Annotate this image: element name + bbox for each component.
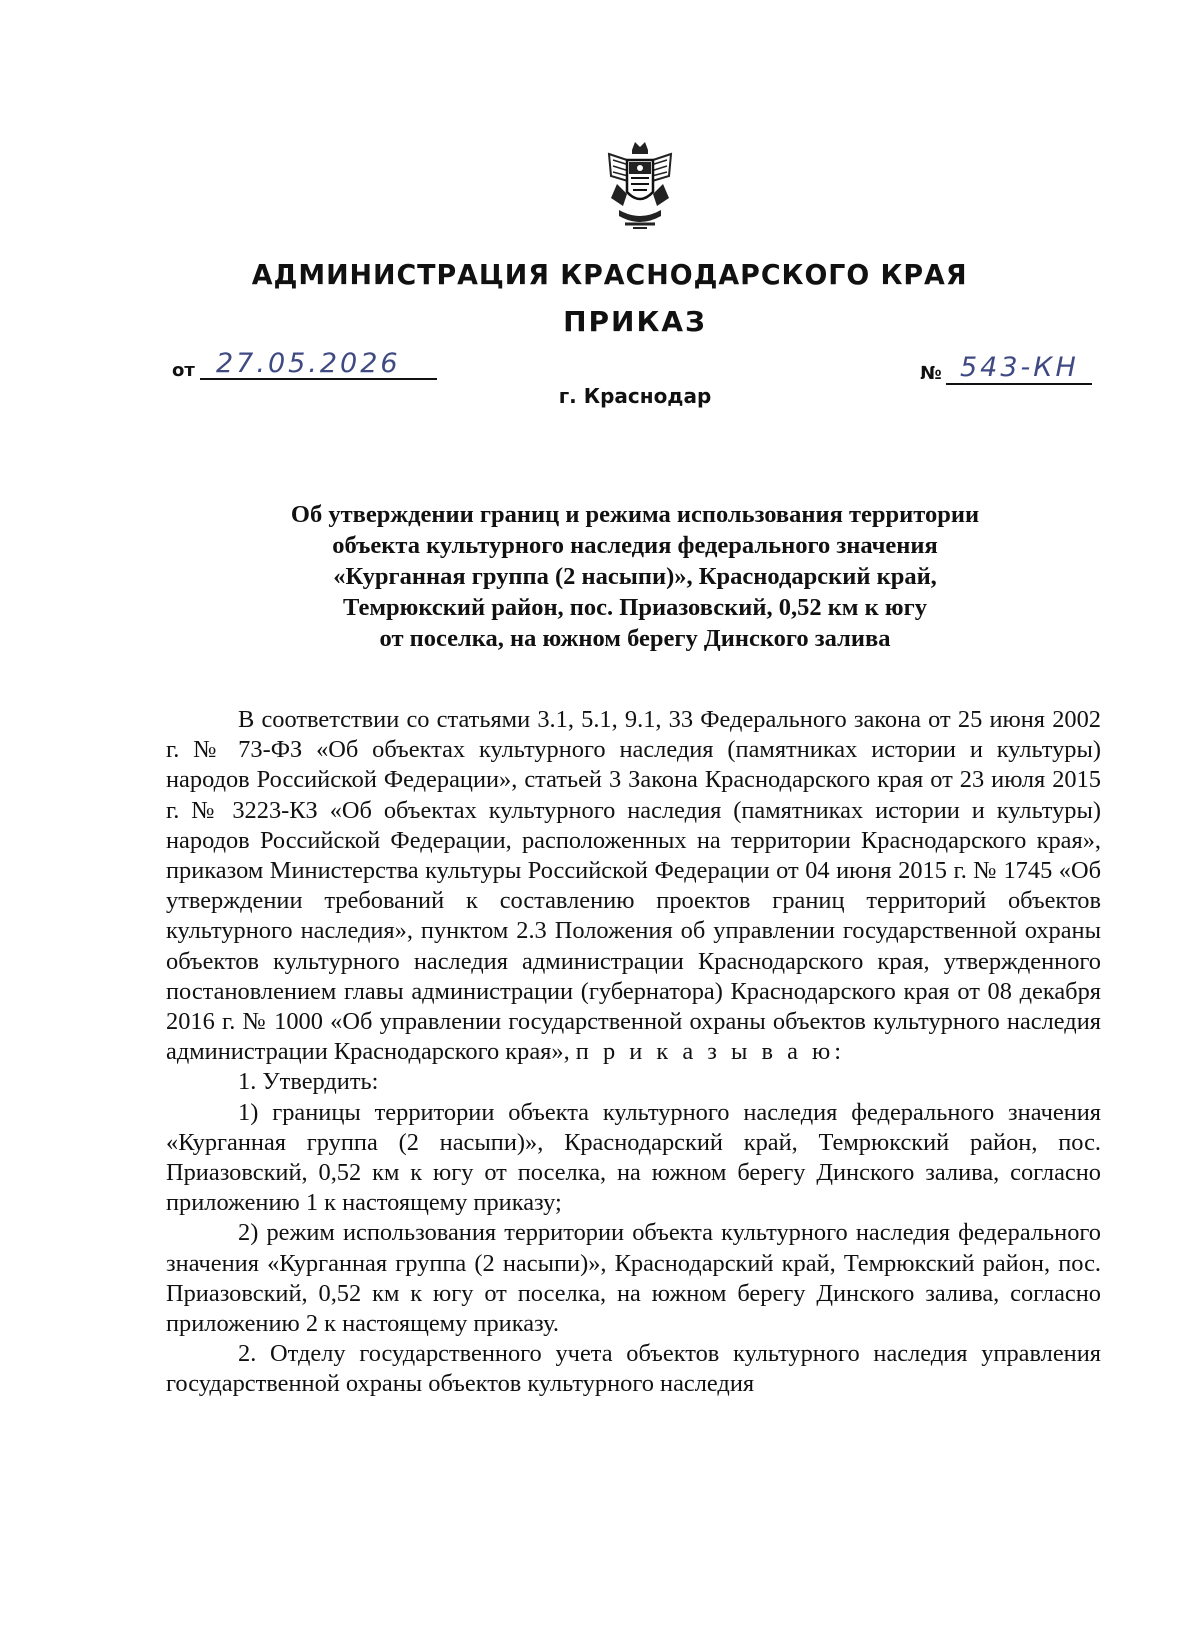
number-prefix: № (920, 363, 942, 384)
decree-word: п р и к а з ы в а ю: (575, 1038, 846, 1066)
document-type: ПРИКАЗ (563, 305, 707, 338)
subject-line: объекта культурного наследия федерального значения (332, 532, 938, 559)
item-1-2: 2) режим использования территории объекта культурного наследия федерального значения «Курганная группа (2 насыпи)», Краснодарский край, Темрюкский район, пос. Приазовский, 0,52 км к югу от поселка, на южном берегу Динского залива, согласно приложению 2 к настоящему приказу. (166, 1219, 1101, 1338)
preamble-text: В соответствии со статьями 3.1, 5.1, 9.1, 33 Федерального закона от 25 июня 2002 г. № 73-ФЗ «Об объектах культурного наследия (памятниках истории и культуры) народов Российской Федерации», статьей 3 Закона Краснодарского края от 23 июля 2015 г. № 3223-КЗ «Об объектах культурного наследия (памятниках истории и культуры) народов Российской Федерации, расположенных на территории Краснодарского края», приказом Министерства культуры Российской Федерации от 04 июня 2015 г. № 1745 «Об утверждении требований к составлению проектов границ территорий объектов культурного наследия», пунктом 2.3 Положения об управлении государственной охраны объектов культурного наследия администрации Краснодарского края, утвержденного постановлением главы администрации (губернатора) Краснодарского края от 08 декабря 2016 г. № 1000 «Об управлении государственной охраны объектов культурного наследия администрации Краснодарского края», (166, 706, 1101, 1066)
coat-of-arms-icon (603, 140, 677, 232)
document-subject (240, 499, 1030, 654)
organization-title: АДМИНИСТРАЦИЯ КРАСНОДАРСКОГО КРАЯ (251, 258, 968, 291)
date-handwritten: 27.05.2026 (216, 348, 401, 379)
preamble-paragraph (166, 705, 1101, 1067)
subject-line: от поселка, на южном берегу Динского залива (379, 625, 891, 652)
date-prefix: от (172, 360, 195, 381)
subject-line: Об утверждении границ и режима использования территории (290, 501, 980, 528)
subject-line: Темрюкский район, пос. Приазовский, 0,52 км к югу (343, 594, 927, 621)
item-1: 1. Утвердить: (238, 1068, 379, 1096)
city-label: г. Краснодар (558, 384, 712, 408)
item-2: 2. Отделу государственного учета объектов культурного наследия управления государственной охраны объектов культурного наследия (166, 1340, 1101, 1398)
subject-line: «Курганная группа (2 насыпи)», Краснодарский край, (333, 563, 937, 590)
item-1-1: 1) границы территории объекта культурного наследия федерального значения «Курганная группа (2 насыпи)», Краснодарский край, Темрюкский район, пос. Приазовский, 0,52 км к югу от поселка, на южном берегу Динского залива, согласно приложению 1 к настоящему приказу; (166, 1098, 1101, 1217)
number-handwritten: 543-КН (960, 352, 1079, 383)
document-body (166, 705, 1101, 1400)
